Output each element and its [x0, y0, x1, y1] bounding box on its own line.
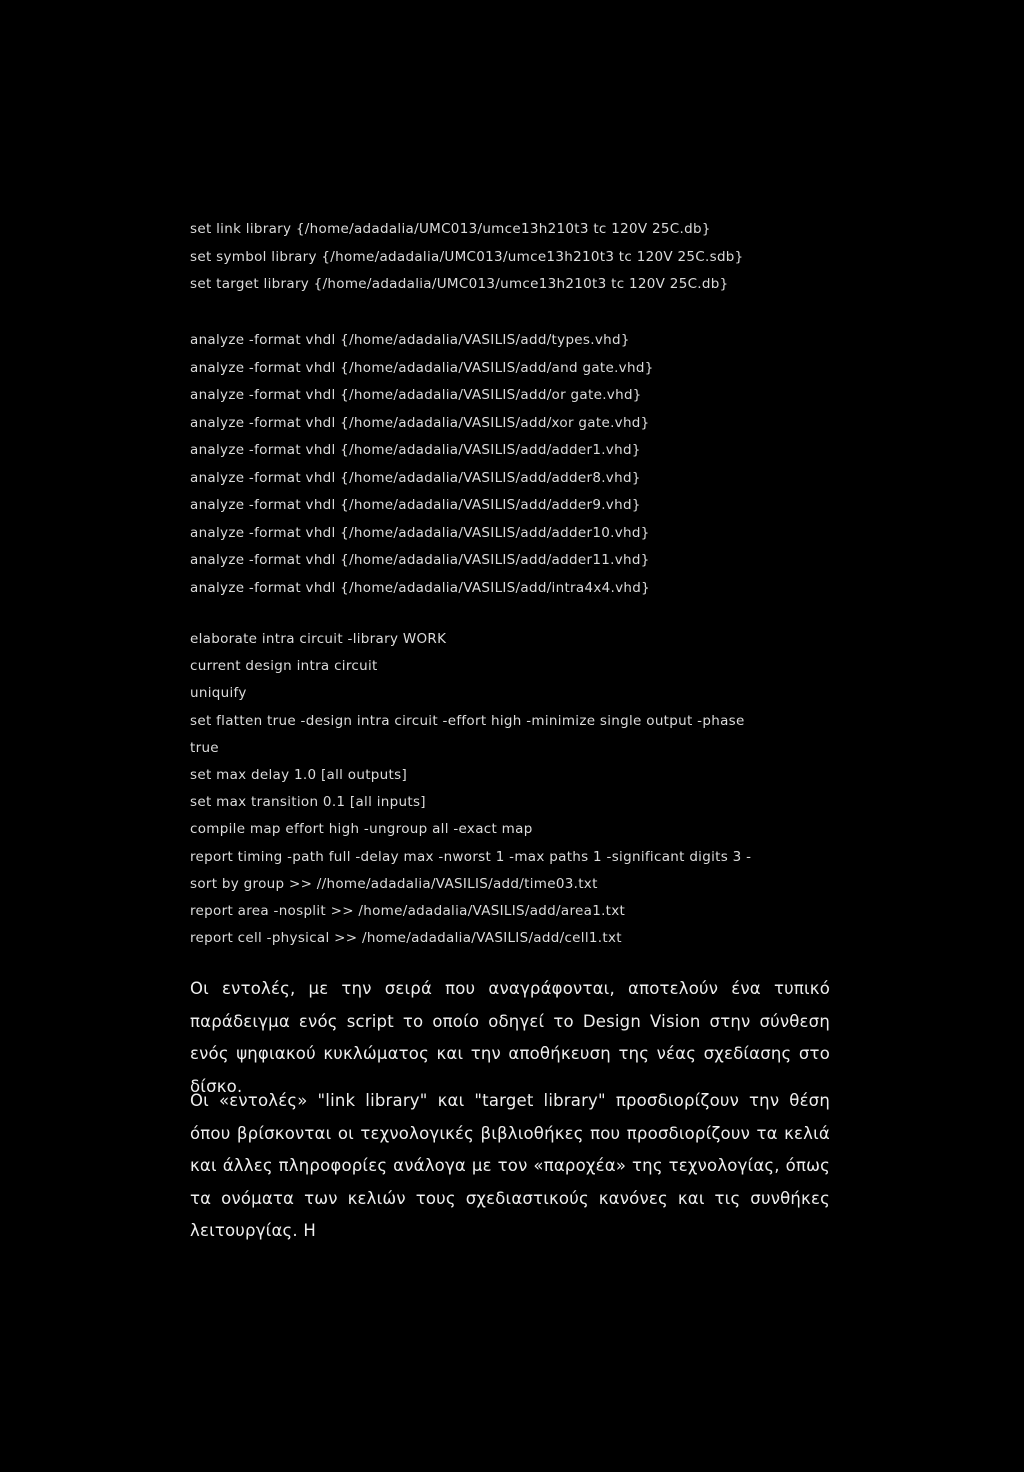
compile-line: compile map effort high -ungroup all -exact map — [190, 821, 533, 838]
analyze-line: analyze -format vhdl {/home/adadalia/VASILIS/add/and gate.vhd} — [190, 359, 654, 376]
symbol-library-line: set symbol library {/home/adadalia/UMC013/umce13h210t3 tc 120V 25C.sdb} — [190, 248, 744, 265]
paragraph-text: Οι εντολές, με την σειρά που αναγράφονται, αποτελούν ένα τυπικό παράδειγμα ενός script το οποίο οδηγεί το Design Vision στην σύνθεση ενός ψηφιακού κυκλώματος και την αποθήκευση της νέας σχεδίασης στο δίσκο. — [190, 979, 830, 1096]
report-cell-line: report cell -physical >> /home/adadalia/VASILIS/add/cell1.txt — [190, 930, 622, 947]
elaborate-line: elaborate intra circuit -library WORK — [190, 631, 447, 647]
analyze-line: analyze -format vhdl {/home/adadalia/VASILIS/add/xor gate.vhd} — [190, 414, 650, 431]
analyze-line: analyze -format vhdl {/home/adadalia/VASILIS/add/adder11.vhd} — [190, 552, 650, 568]
analyze-line: analyze -format vhdl {/home/adadalia/VASILIS/add/intra4x4.vhd} — [190, 579, 651, 596]
description-paragraph — [190, 973, 830, 1103]
set-flatten-line: set flatten true -design intra circuit -effort high -minimize single output -phase — [190, 712, 745, 729]
set-max-delay-line: set max delay 1.0 [all outputs] — [190, 767, 408, 784]
set-flatten-continuation-line: true — [190, 739, 219, 756]
link-library-line: set link library {/home/adadalia/UMC013/umce13h210t3 tc 120V 25C.db} — [190, 221, 711, 237]
current-design-line: current design intra circuit — [190, 658, 378, 675]
analyze-line: analyze -format vhdl {/home/adadalia/VASILIS/add/types.vhd} — [190, 332, 630, 348]
analyze-commands-block — [190, 327, 830, 602]
report-timing-line: report timing -path full -delay max -nworst 1 -max paths 1 -significant digits 3 - — [190, 848, 752, 865]
uniquify-line: uniquify — [190, 685, 247, 702]
paragraph-text: Οι «εντολές» "link library" και "target library" προσδιορίζουν την θέση όπου βρίσκονται οι τεχνολογικές βιβλιοθήκες που προσδιορίζουν τα κελιά και άλλες πληροφορίες ανάλογα με τον «παροχέα» της τεχνολογίας, όπως τα ονόματα των κελιών τους σχεδιαστικούς κανόνες και τις συνθήκες λειτουργίας. Η — [190, 1091, 830, 1240]
analyze-line: analyze -format vhdl {/home/adadalia/VASILIS/add/adder1.vhd} — [190, 442, 641, 458]
analyze-line: analyze -format vhdl {/home/adadalia/VASILIS/add/adder8.vhd} — [190, 469, 641, 486]
target-library-line: set target library {/home/adadalia/UMC013/umce13h210t3 tc 120V 25C.db} — [190, 276, 729, 292]
library-settings-block — [190, 216, 830, 299]
analyze-line: analyze -format vhdl {/home/adadalia/VASILIS/add/adder9.vhd} — [190, 497, 641, 513]
report-timing-continuation-line: sort by group >> //home/adadalia/VASILIS/add/time03.txt — [190, 875, 598, 892]
set-max-transition-line: set max transition 0.1 [all inputs] — [190, 794, 426, 811]
analyze-line: analyze -format vhdl {/home/adadalia/VASILIS/add/adder10.vhd} — [190, 524, 650, 541]
report-area-line: report area -nosplit >> /home/adadalia/VASILIS/add/area1.txt — [190, 903, 626, 920]
explanation-paragraph — [190, 1085, 830, 1248]
synthesis-commands-block — [190, 626, 830, 952]
analyze-line: analyze -format vhdl {/home/adadalia/VASILIS/add/or gate.vhd} — [190, 387, 642, 403]
